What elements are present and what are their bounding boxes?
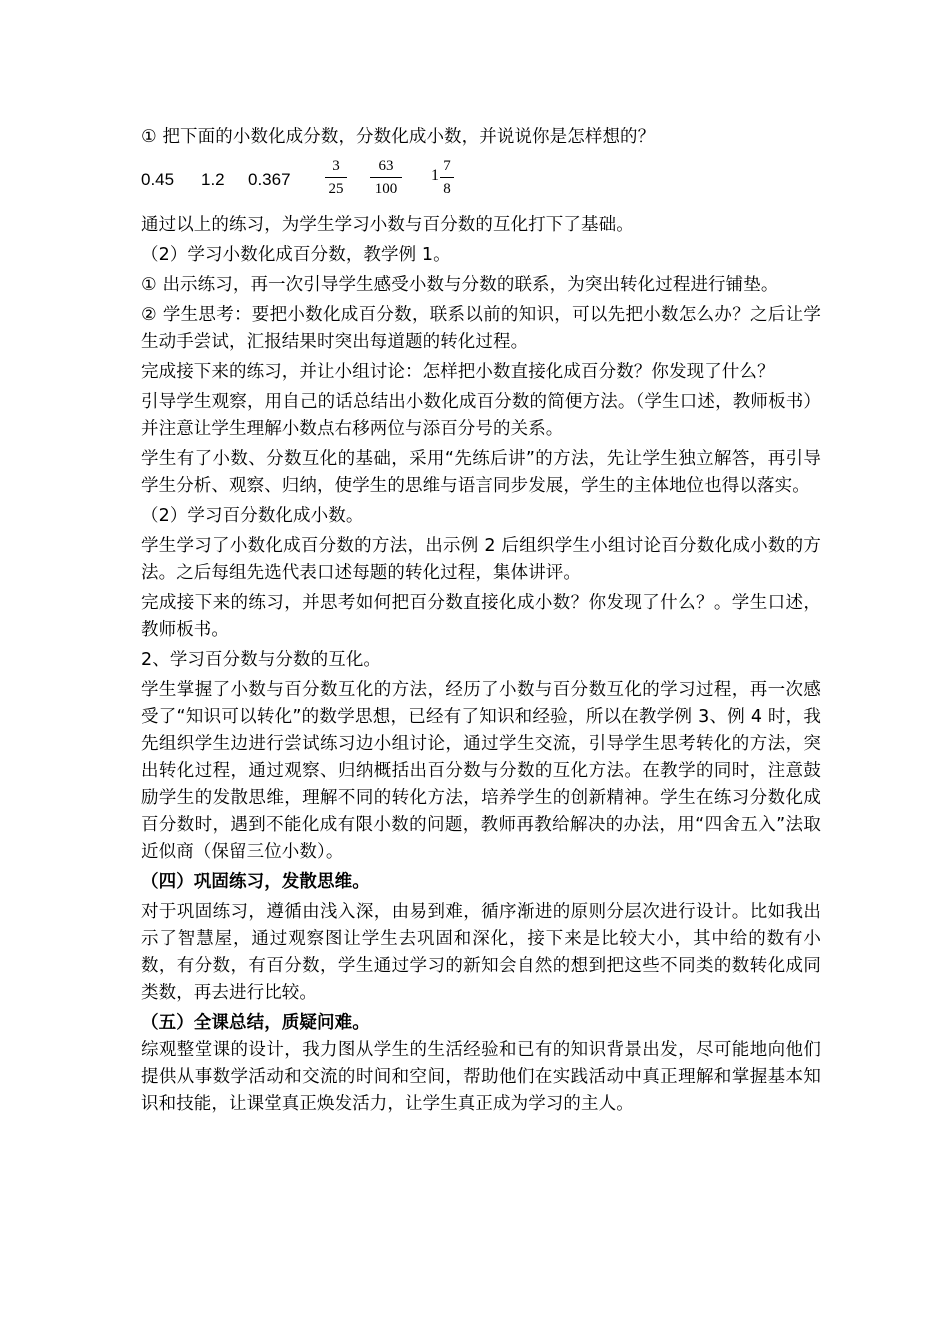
fraction-1-denominator: 25 [328,181,344,197]
exercise-numbers-row [141,154,821,210]
paragraph-conclusion: 综观整堂课的设计，我力图从学生的生活经验和已有的知识背景出发，尽可能地向他们提供从事数学活动和交流的时间和空间，帮助他们在实践活动中真正理解和掌握基本知识和技能，让课堂真正焕发活力，让学生真正成为学习的主人。 [141,1040,821,1114]
fraction-1-bar [325,177,347,178]
paragraph-group-discussion: 完成接下来的练习，并让小组讨论：怎样把小数直接化成百分数？你发现了什么？ [141,362,775,382]
mixed-number-fraction [440,156,454,199]
fraction-1 [325,156,347,199]
mixed-fraction-bar [440,177,454,178]
mixed-number-whole: 1 [431,167,439,184]
paragraph-practice-first: 学生有了小数、分数互化的基础，采用“先练后讲”的方法，先让学生独立解答，再引导学生分析、观察、归纳，使学生的思维与语言同步发展，学生的主体地位也得以落实。 [141,449,821,496]
paragraph-exercise-prompt: ① 把下面的小数化成分数，分数化成小数，并说说你是怎样想的？ [141,127,656,147]
document-body [141,124,821,1121]
paragraph-think-direct: 完成接下来的练习，并思考如何把百分数直接化成小数？你发现了什么？。学生口述，教师板书。 [141,593,821,640]
decimal-1: 0.45 [141,170,175,189]
paragraph-percent-fraction: 学生掌握了小数与百分数互化的方法，经历了小数与百分数互化的学习过程，再一次感受了“知识可以转化”的数学思想，已经有了知识和经验，所以在教学例 3、例 4 时，我先组织学生边进行尝试练习边小组讨论，通过学生交流，引导学生思考转化的方法，突出转化过程，通过观察、归纳概括出百分数与分数的互化方法。在教学的同时，注意鼓励学生的发散思维，理解不同的转化方法，培养学生的创新精神。学生在练习分数化成百分数时，遇到不能化成有限小数的问题，教师再教给解决的办法，用“四舍五入”法取近似商（保留三位小数）。 [141,680,821,862]
mixed-denominator: 8 [443,181,451,197]
subheading-percent-fraction: 2、学习百分数与分数的互化。 [141,650,382,670]
subheading-percent-to-decimal: （2）学习百分数化成小数。 [141,506,364,526]
heading-section-4: （四）巩固练习，发散思维。 [141,872,370,892]
paragraph-consolidation: 对于巩固练习，遵循由浅入深，由易到难，循序渐进的原则分层次进行设计。比如我出示了智慧屋，通过观察图让学生去巩固和深化，接下来是比较大小，其中给的数有小数，有分数，有百分数，学生通过学习的新知会自然的想到把这些不同类的数转化成同类数，再去进行比较。 [141,902,821,1003]
fraction-2 [370,156,402,199]
decimal-2: 1.2 [201,170,225,189]
fraction-2-denominator: 100 [374,181,398,197]
fraction-1-numerator: 3 [332,158,340,174]
paragraph-step-1: ① 出示练习，再一次引导学生感受小数与分数的联系，为突出转化过程进行铺垫。 [141,275,779,295]
heading-section-5: （五）全课总结，质疑问难。 [141,1013,370,1033]
paragraph-step-2: ② 学生思考：要把小数化成百分数，联系以前的知识，可以先把小数怎么办？之后让学生动手尝试，汇报结果时突出每道题的转化过程。 [141,305,821,352]
paragraph-example-2: 学生学习了小数化成百分数的方法，出示例 2 后组织学生小组讨论百分数化成小数的方法。之后每组先选代表口述每题的转化过程，集体讲评。 [141,536,821,583]
paragraph-foundation: 通过以上的练习，为学生学习小数与百分数的互化打下了基础。 [141,215,634,235]
fraction-2-numerator: 63 [378,158,394,174]
mixed-numerator: 7 [443,158,451,174]
subheading-decimal-to-percent: （2）学习小数化成百分数，教学例 1。 [141,245,451,265]
fraction-2-bar [370,177,402,178]
decimal-3: 0.367 [248,170,291,189]
paragraph-summary-method: 引导学生观察，用自己的话总结出小数化成百分数的简便方法。（学生口述，教师板书）并注意让学生理解小数点右移两位与添百分号的关系。 [141,392,821,439]
